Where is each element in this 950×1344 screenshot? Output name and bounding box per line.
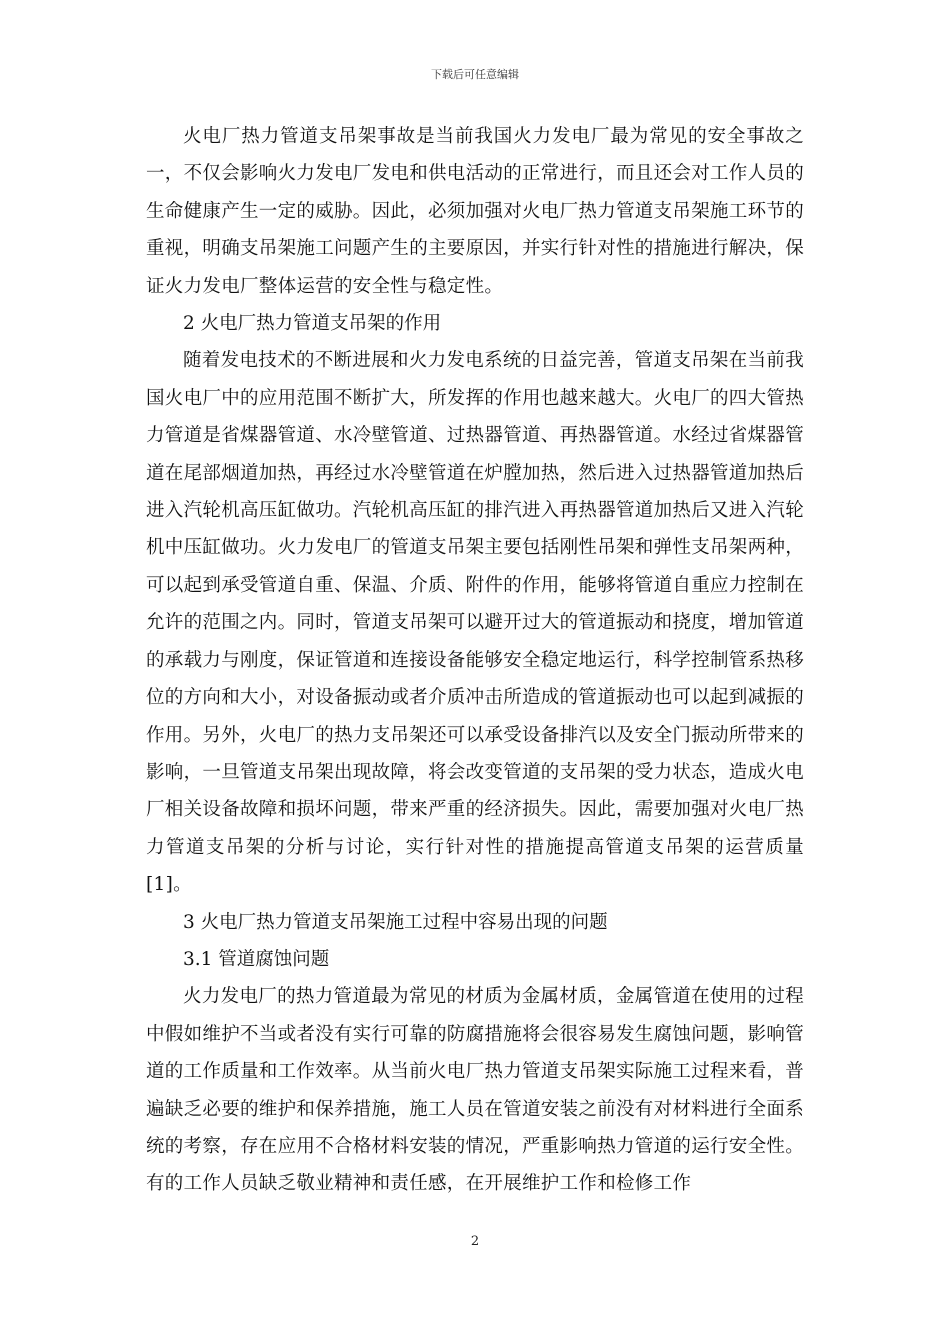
paragraph-section-2: 随着发电技术的不断进展和火力发电系统的日益完善，管道支吊架在当前我国火电厂中的应用范围不断扩大，所发挥的作用也越来越大。火电厂的四大管热力管道是省煤器管道、水冷壁管道、过热器管道、再热器管道。水经过省煤器管道在尾部烟道加热，再经过水冷壁管道在炉膛加热，然后进入过热器管道加热后进入汽轮机高压缸做功。汽轮机高压缸的排汽进入再热器管道加热后又进入汽轮机中压缸做功。火力发电厂的管道支吊架主要包括刚性吊架和弹性支吊架两种，可以起到承受管道自重、保温、介质、附件的作用，能够将管道自重应力控制在允许的范围之内。同时，管道支吊架可以避开过大的管道振动和挠度，增加管道的承载力与刚度，保证管道和连接设备能够安全稳定地运行，科学控制管系热移位的方向和大小，对设备振动或者介质冲击所造成的管道振动也可以起到减振的作用。另外，火电厂的热力支吊架还可以承受设备排汽以及安全门振动所带来的影响，一旦管道支吊架出现故障，将会改变管道的支吊架的受力状态，造成火电厂相关设备故障和损坏问题，带来严重的经济损失。因此，需要加强对火电厂热力管道支吊架的分析与讨论，实行针对性的措施提高管道支吊架的运营质量[1]。: [146, 350, 805, 896]
body-text: [146, 118, 804, 1203]
section-heading-2: 2 火电厂热力管道支吊架的作用: [183, 313, 442, 335]
subsection-heading-3-1: 3.1 管道腐蚀问题: [183, 948, 330, 970]
page-number: 2: [470, 1234, 480, 1249]
page-header: 下载后可任意编辑: [431, 68, 519, 81]
section-heading-3: 3 火电厂热力管道支吊架施工过程中容易出现的问题: [183, 911, 608, 933]
paragraph-section-3-1: 火力发电厂的热力管道最为常见的材质为金属材质，金属管道在使用的过程中假如维护不当或者没有实行可靠的防腐措施将会很容易发生腐蚀问题，影响管道的工作质量和工作效率。从当前火电厂热力管道支吊架实际施工过程来看，普遍缺乏必要的维护和保养措施，施工人员在管道安装之前没有对材料进行全面系统的考察，存在应用不合格材料安装的情况，严重影响热力管道的运行安全性。有的工作人员缺乏敬业精神和责任感，在开展维护工作和检修工作: [146, 986, 805, 1195]
paragraph-intro: 火电厂热力管道支吊架事故是当前我国火力发电厂最为常见的安全事故之一，不仅会影响火力发电厂发电和供电活动的正常进行，而且还会对工作人员的生命健康产生一定的威胁。因此，必须加强对火电厂热力管道支吊架施工环节的重视，明确支吊架施工问题产生的主要原因，并实行针对性的措施进行解决，保证火力发电厂整体运营的安全性与稳定性。: [146, 126, 805, 297]
